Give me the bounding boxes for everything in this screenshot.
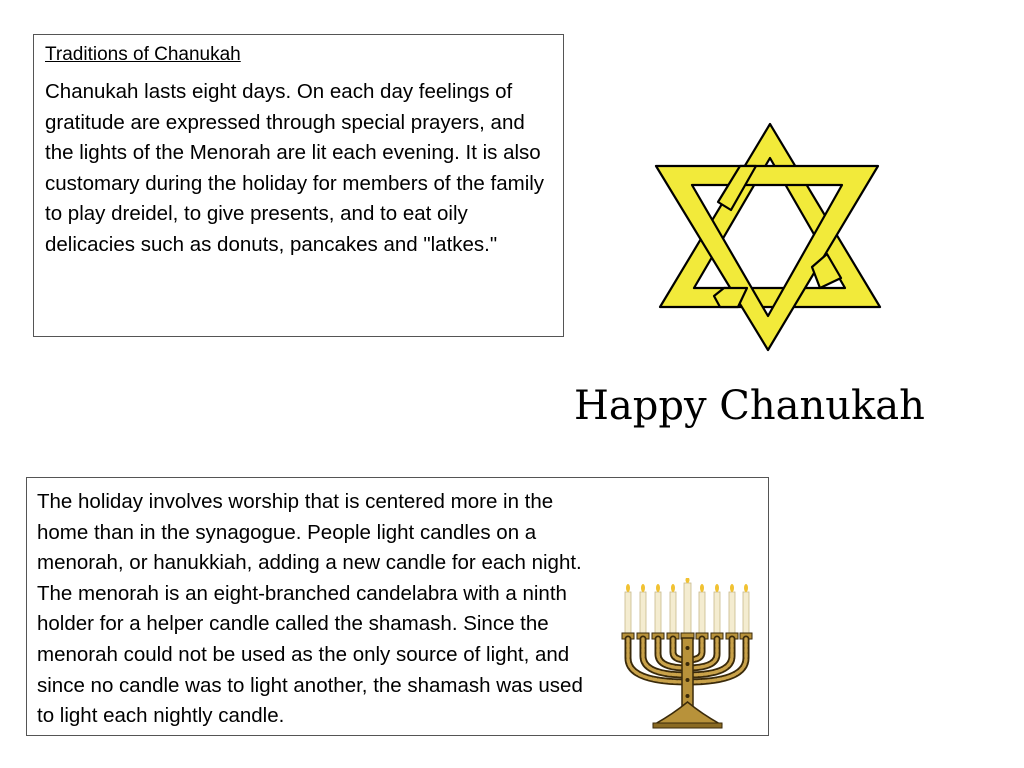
traditions-text-box — [33, 34, 564, 337]
worship-paragraph: The holiday involves worship that is centered more in the home than in the synagogue. People light candles on a menorah, or hanukkiah, adding a new candle for each night. The menorah is an eight-branched candelabra with a ninth holder for a helper candle called the shamash. Since the menorah could not be used as the only source of light, and since no candle was to light another, the shamash was used to light each nightly candle. — [37, 490, 583, 728]
menorah-icon — [613, 578, 759, 730]
happy-chanukah-title: Happy Chanukah — [574, 383, 925, 429]
traditions-paragraph: Chanukah lasts eight days. On each day feelings of gratitude are expressed through special prayers, and the lights of the Menorah are lit each evening. It is also customary during the holiday for members of the family to play dreidel, to give presents, and to eat oily delicacies such as donuts, pancakes and "latkes." — [45, 80, 545, 256]
traditions-heading: Traditions of Chanukah — [45, 44, 241, 65]
star-of-david-icon — [652, 120, 884, 352]
